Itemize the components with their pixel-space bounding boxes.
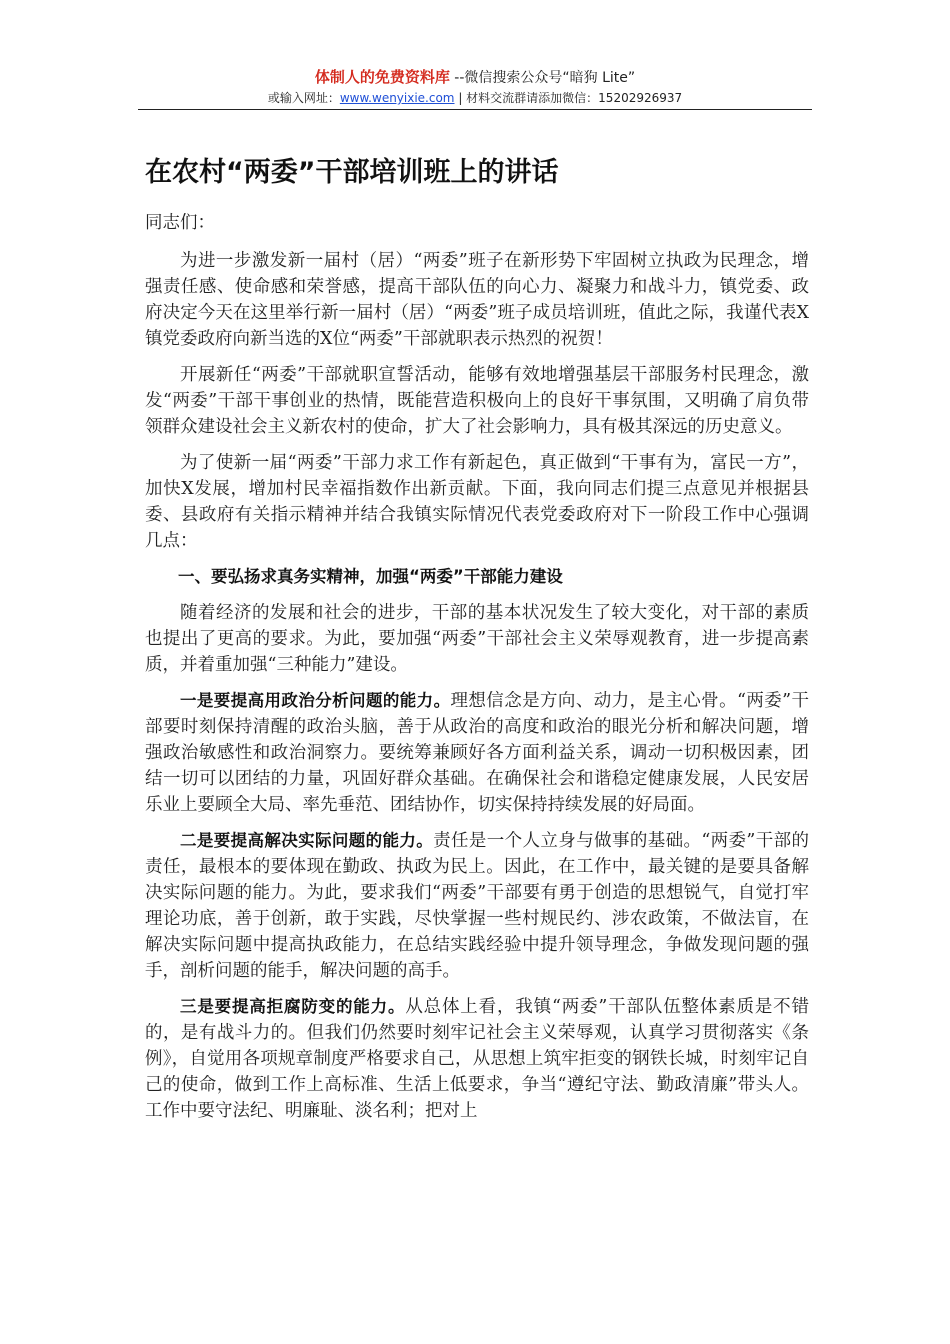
point-lead: 二是要提高解决实际问题的能力。: [180, 831, 434, 850]
document-title: 在农村“两委”干部培训班上的讲话: [145, 157, 559, 188]
paragraph: 为进一步激发新一届村（居）“两委”班子在新形势下牢固树立执政为民理念，增强责任感、使命感和荣誉感，提高干部队伍的向心力、凝聚力和战斗力，镇党委、政府决定今天在这里举行新一届村（居）“两委”班子成员培训班，值此之际，我谨代表X镇党委政府向新当选的X位“两委”干部就职表示热烈的祝贺！: [145, 251, 809, 349]
header-contact: | 材料交流群请添加微信：15202926937: [454, 91, 683, 105]
header-divider: [138, 109, 812, 110]
point-paragraph: [145, 828, 809, 984]
point-lead: 一是要提高用政治分析问题的能力。: [180, 691, 451, 710]
point-text: 从总体上看，我镇“两委”干部队伍整体素质是不错的，是有战斗力的。但我们仍然要时刻牢记社会主义荣辱观，认真学习贯彻落实《条例》，自觉用各项规章制度严格要求自己，从思想上筑牢拒变的钢铁长城，时刻牢记自己的使命，做到工作上高标准、生活上低要求，争当“遵纪守法、勤政清廉”带头人。工作中要守法纪、明廉耻、淡名利；把对上: [145, 997, 809, 1121]
point-lead: 三是要提高拒腐防变的能力。: [180, 997, 406, 1016]
header-url-link[interactable]: www.wenyixie.com: [339, 91, 455, 105]
header-url-prefix: 或输入网址：: [267, 91, 340, 105]
header-line-2: [138, 89, 812, 107]
header-line-1: [138, 66, 812, 89]
point-text: 责任是一个人立身与做事的基础。“两委”干部的责任，最根本的要体现在勤政、执政为民上。因此，在工作中，最关键的是要具备解决实际问题的能力。为此，要求我们“两委”干部要有勇于创造的思想锐气，自觉打牢理论功底，善于创新，敢于实践，尽快掌握一些村规民约、涉农政策，不做法盲，在解决实际问题中提高执政能力，在总结实践经验中提升领导理念，争做发现问题的强手，剖析问题的能手，解决问题的高手。: [145, 831, 809, 981]
point-paragraph: [145, 688, 809, 818]
header-tagline: --微信搜索公众号“暗狗 Lite”: [449, 70, 636, 86]
header-brand: 体制人的免费资料库: [314, 68, 450, 86]
paragraph: 开展新任“两委”干部就职宣誓活动，能够有效地增强基层干部服务村民理念，激发“两委”干部干事创业的热情，既能营造积极向上的良好干事氛围，又明确了肩负带领群众建设社会主义新农村的使命，扩大了社会影响力，具有极其深远的历史意义。: [145, 365, 809, 437]
section-heading: 一、要弘扬求真务实精神，加强“两委”干部能力建设: [178, 567, 563, 586]
document-body: [145, 210, 809, 1134]
point-paragraph: [145, 994, 809, 1124]
greeting: 同志们：: [145, 213, 215, 233]
paragraph: 随着经济的发展和社会的进步，干部的基本状况发生了较大变化，对干部的素质也提出了更高的要求。为此，要加强“两委”干部社会主义荣辱观教育，进一步提高素质，并着重加强“三种能力”建设。: [145, 603, 809, 675]
paragraph: 为了使新一届“两委”干部力求工作有新起色，真正做到“干事有为，富民一方”，加快X发展，增加村民幸福指数作出新贡献。下面，我向同志们提三点意见并根据县委、县政府有关指示精神并结合我镇实际情况代表党委政府对下一阶段工作中心强调几点：: [145, 453, 809, 551]
page-header: [138, 66, 812, 107]
point-text: 理想信念是方向、动力，是主心骨。“两委”干部要时刻保持清醒的政治头脑，善于从政治的高度和政治的眼光分析和解决问题，增强政治敏感性和政治洞察力。要统筹兼顾好各方面利益关系，调动一切积极因素，团结一切可以团结的力量，巩固好群众基础。在确保社会和谐稳定健康发展，人民安居乐业上要顾全大局、率先垂范、团结协作，切实保持持续发展的好局面。: [145, 691, 809, 815]
